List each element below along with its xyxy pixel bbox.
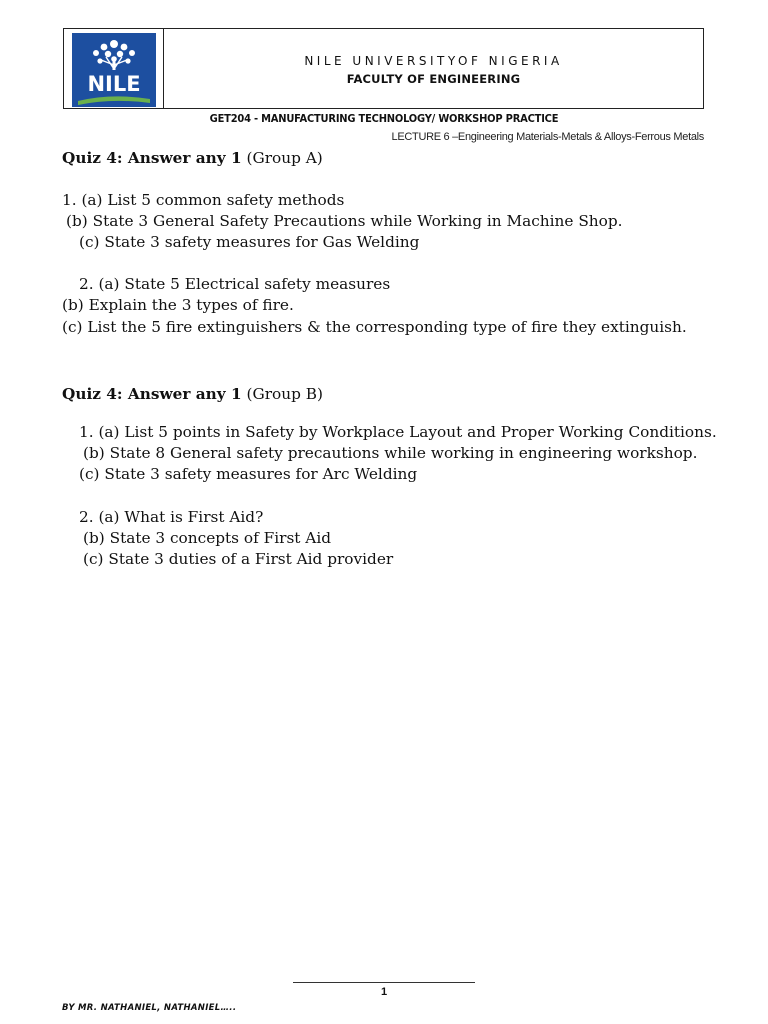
faculty-name: FACULTY OF ENGINEERING: [346, 71, 521, 86]
header-table: [63, 28, 704, 109]
group-a-q1a: 1. (a) List 5 common safety methods: [62, 191, 345, 209]
group-a-q2c: (c) List the 5 fire extinguishers & the corresponding type of fire they extinguish.: [62, 318, 687, 336]
group-a-heading-label: (Group A): [246, 149, 323, 167]
group-b-heading-label: (Group B): [246, 385, 323, 403]
header-title-cell: [164, 29, 703, 108]
lecture-subtitle: LECTURE 6 –Engineering Materials-Metals & Alloys-Ferrous Metals: [391, 131, 704, 143]
nile-logo: [72, 33, 156, 107]
group-b-heading-bold: Quiz 4: Answer any 1: [62, 385, 242, 403]
group-b-heading: [62, 384, 323, 404]
group-a-q1c: (c) State 3 safety measures for Gas Welding: [79, 233, 420, 251]
author-credit: BY MR. NATHANIEL, NATHANIEL…..: [62, 1003, 237, 1013]
footer-divider: [293, 982, 475, 983]
group-a-heading-bold: Quiz 4: Answer any 1: [62, 149, 242, 167]
group-a-heading: [62, 148, 323, 168]
group-b-q1b: (b) State 8 General safety precautions while working in engineering workshop.: [83, 444, 698, 462]
group-a-q2b: (b) Explain the 3 types of fire.: [62, 296, 294, 314]
group-a-q2a: 2. (a) State 5 Electrical safety measures: [79, 275, 391, 293]
logo-cell: [64, 29, 164, 108]
course-title: GET204 - MANUFACTURING TECHNOLOGY/ WORKSHOP PRACTICE: [209, 112, 559, 125]
page-number: 1: [380, 986, 388, 998]
group-b-q2c: (c) State 3 duties of a First Aid provider: [83, 550, 394, 568]
group-b-q1c: (c) State 3 safety measures for Arc Welding: [79, 465, 418, 483]
university-name: NILE UNIVERSITYOF NIGERIA: [304, 53, 563, 68]
group-b-q1a: 1. (a) List 5 points in Safety by Workplace Layout and Proper Working Conditions.: [79, 423, 717, 441]
group-a-q1b: (b) State 3 General Safety Precautions while Working in Machine Shop.: [66, 212, 623, 230]
group-b-q2a: 2. (a) What is First Aid?: [79, 508, 264, 526]
group-b-q2b: (b) State 3 concepts of First Aid: [83, 529, 332, 547]
svg-text:NILE: NILE: [87, 72, 141, 96]
